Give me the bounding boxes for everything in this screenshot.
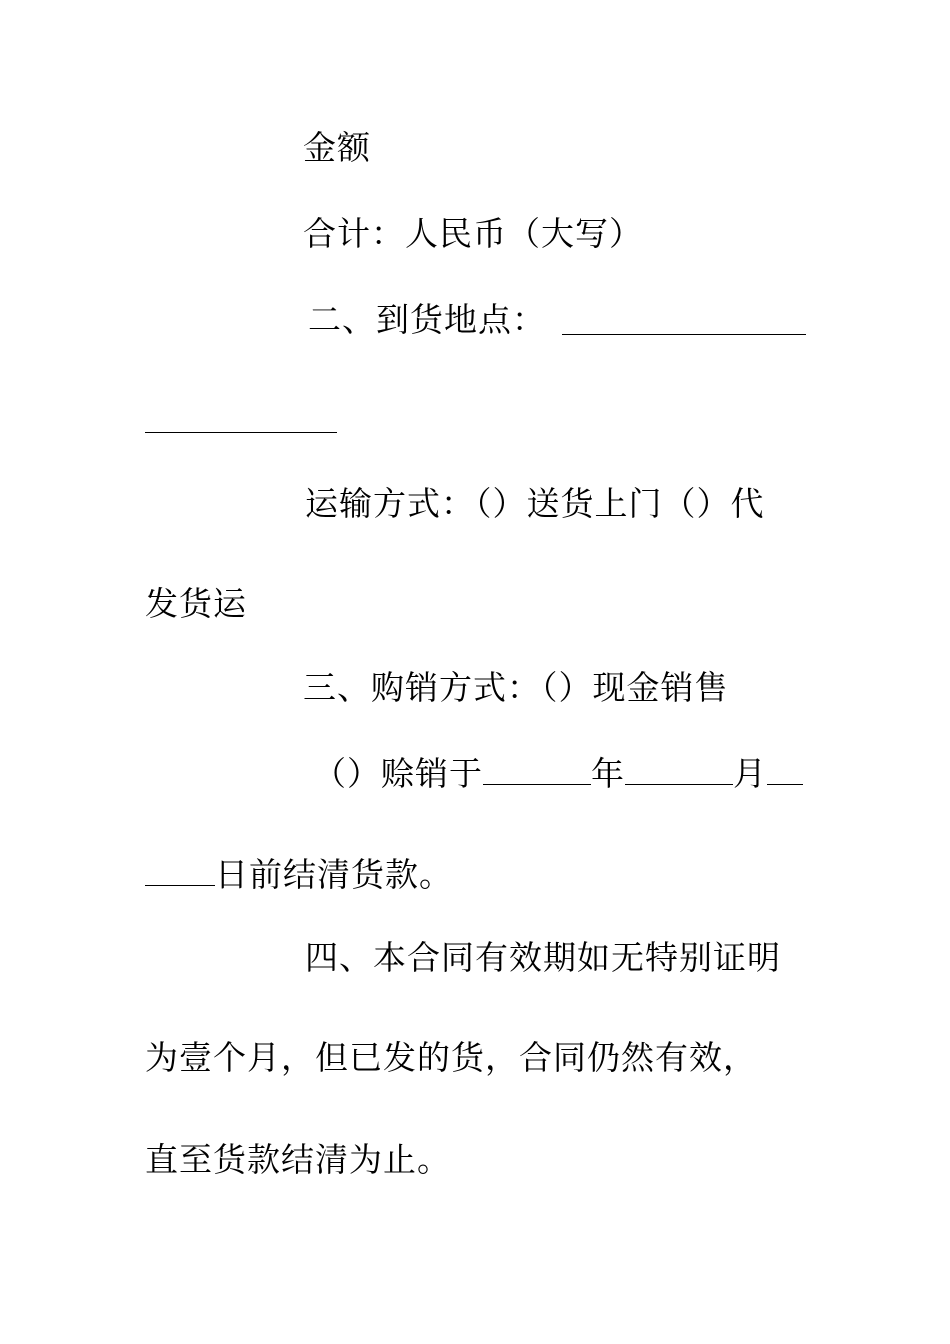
delivery-location-blank-cont [145,432,337,433]
credit-month-blank [625,754,733,785]
amount-line: 金额 [303,128,371,167]
validity-line: 四、本合同有效期如无特别证明 [305,938,781,977]
credit-prefix: （）赊销于 [313,754,483,793]
validity-cont-line: 为壹个月，但已发的货，合同仍然有效， [145,1038,757,1077]
credit-month-label: 月 [733,754,767,793]
sales-method-line: 三、购销方式：（）现金销售 [303,668,729,707]
credit-year-label: 年 [591,754,625,793]
total-line: 合计：人民币（大写） [303,214,643,253]
credit-year-blank [483,754,591,785]
credit-day-blank [767,754,803,785]
transport-line: 运输方式：（）送货上门（）代 [305,484,765,523]
delivery-location-line [308,300,546,340]
delivery-location-label: 二、到货地点： [308,300,546,339]
credit-line [313,754,803,794]
credit-day-blank-cont [145,855,215,886]
credit-day-line [145,855,453,895]
validity-end-line: 直至货款结清为止。 [145,1140,451,1179]
delivery-location-blank [562,334,806,335]
credit-day-suffix: 日前结清货款。 [215,855,453,894]
transport-cont-line: 发货运 [145,584,247,623]
